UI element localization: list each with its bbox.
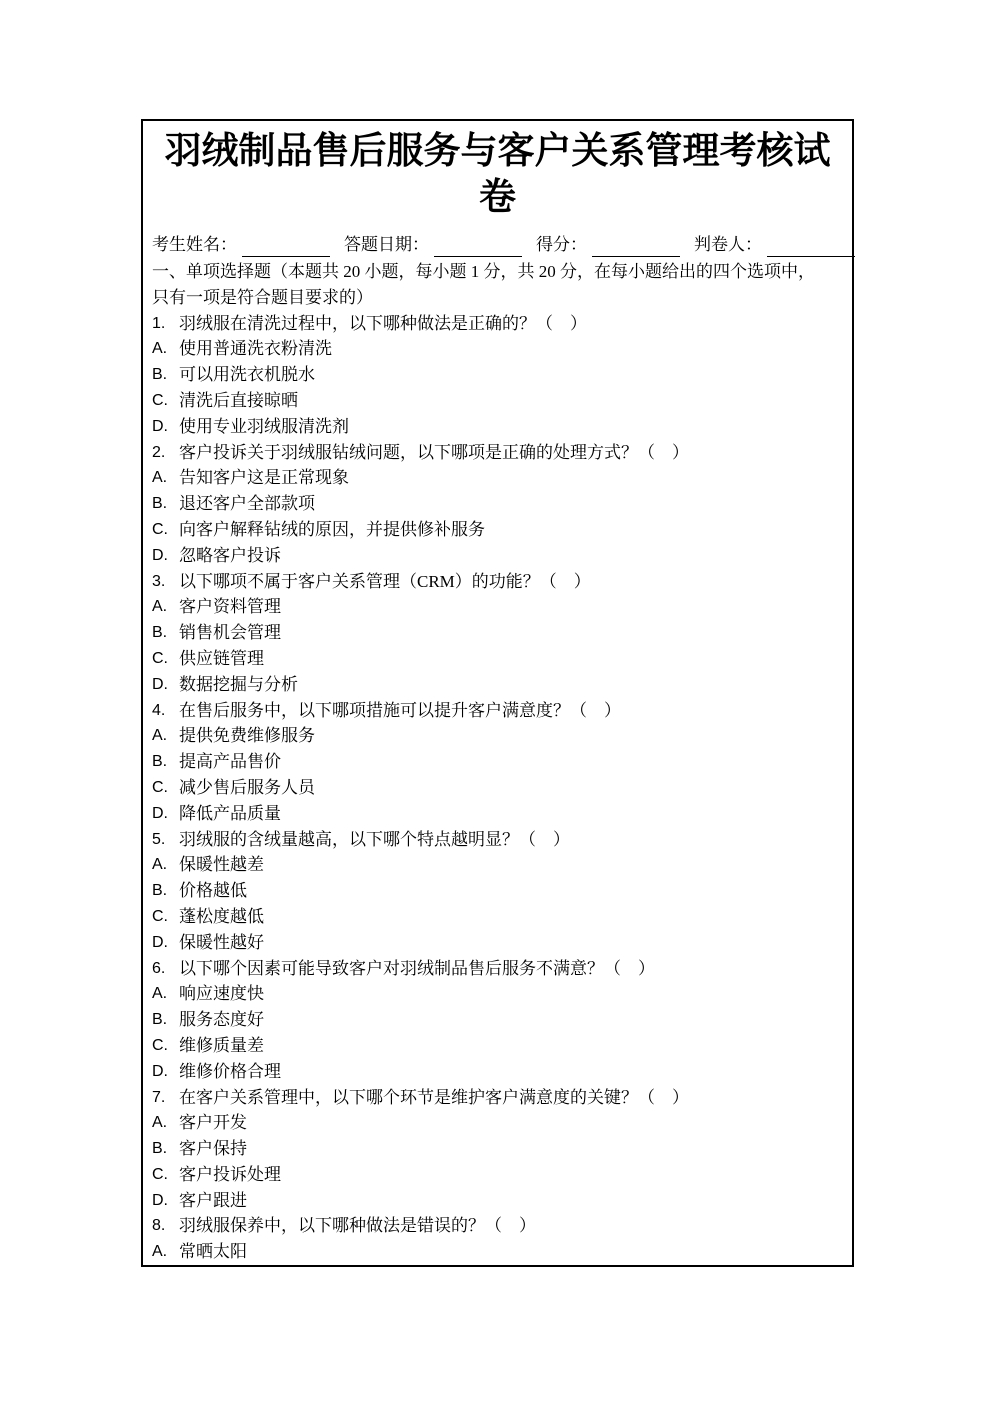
option-text: 降低产品质量 (179, 803, 281, 823)
question-line (152, 440, 843, 466)
option-text: 提供免费维修服务 (179, 726, 315, 746)
question-number: 4. (152, 701, 166, 719)
option-line (152, 775, 843, 801)
option-letter: A. (152, 340, 168, 358)
option-text: 供应链管理 (179, 648, 264, 668)
option-line (152, 878, 843, 904)
option-letter: A. (152, 856, 168, 874)
option-line (152, 723, 843, 749)
grader-field (694, 233, 855, 257)
option-text: 服务态度好 (179, 1010, 264, 1030)
option-line (152, 620, 843, 646)
option-line (152, 1110, 843, 1136)
option-line (152, 981, 843, 1007)
option-letter: A. (152, 727, 168, 745)
option-line (152, 1007, 843, 1033)
option-text: 销售机会管理 (179, 623, 281, 643)
section-instructions-line-1: 一、单项选择题（本题共 20 小题，每小题 1 分，共 20 分，在每小题给出的四个选项中， (152, 262, 815, 281)
option-line (152, 1162, 843, 1188)
option-text: 维修价格合理 (179, 1061, 281, 1081)
question-number: 5. (152, 830, 166, 848)
exam-body (152, 259, 843, 1265)
option-text: 使用专业羽绒服清洗剂 (179, 416, 349, 436)
question-text: 羽绒服保养中，以下哪种做法是错误的？（ ） (179, 1216, 536, 1236)
candidate-name-label: 考生姓名： (152, 235, 237, 254)
question-text: 羽绒服在清洗过程中，以下哪种做法是正确的？（ ） (179, 313, 587, 333)
exam-paper-frame (141, 119, 854, 1267)
option-letter: D. (152, 546, 168, 564)
option-text: 向客户解释钻绒的原因，并提供修补服务 (179, 519, 485, 539)
option-letter: A. (152, 469, 168, 487)
option-line (152, 1136, 843, 1162)
option-letter: D. (152, 675, 168, 693)
question-number: 2. (152, 443, 166, 461)
option-letter: A. (152, 1243, 168, 1261)
option-line (152, 1188, 843, 1214)
option-letter: A. (152, 985, 168, 1003)
option-letter: A. (152, 1114, 168, 1132)
option-text: 客户资料管理 (179, 597, 281, 617)
option-letter: C. (152, 649, 168, 667)
question-text: 以下哪个因素可能导致客户对羽绒制品售后服务不满意？（ ） (179, 958, 655, 978)
question-line (152, 1085, 843, 1111)
option-line (152, 930, 843, 956)
score-blank-line (592, 236, 680, 257)
answer-date-label: 答题日期： (344, 235, 429, 254)
option-line (152, 672, 843, 698)
option-line (152, 646, 843, 672)
option-line (152, 801, 843, 827)
question-text: 羽绒服的含绒量越高，以下哪个特点越明显？（ ） (179, 829, 570, 849)
option-text: 客户保持 (179, 1139, 247, 1159)
question-number: 6. (152, 959, 166, 977)
candidate-name-field (152, 233, 330, 257)
answer-date-field (344, 233, 522, 257)
question-line (152, 569, 843, 595)
option-letter: D. (152, 1062, 168, 1080)
option-letter: C. (152, 1036, 168, 1054)
question-line (152, 956, 843, 982)
option-line (152, 336, 843, 362)
option-line (152, 491, 843, 517)
option-text: 提高产品售价 (179, 752, 281, 772)
candidate-name-blank-line (242, 236, 330, 257)
option-text: 可以用洗衣机脱水 (179, 365, 315, 385)
option-letter: C. (152, 1165, 168, 1183)
candidate-info-row (152, 231, 843, 257)
option-letter: C. (152, 907, 168, 925)
question-line (152, 311, 843, 337)
grader-label: 判卷人： (694, 235, 762, 254)
exam-title: 羽绒制品售后服务与客户关系管理考核试卷 (164, 131, 831, 218)
question-text: 客户投诉关于羽绒服钻绒问题，以下哪项是正确的处理方式？（ ） (179, 442, 689, 462)
option-line (152, 362, 843, 388)
option-line (152, 388, 843, 414)
option-text: 价格越低 (179, 881, 247, 901)
option-line (152, 1059, 843, 1085)
option-letter: B. (152, 1140, 168, 1158)
option-line (152, 543, 843, 569)
option-line (152, 414, 843, 440)
option-text: 退还客户全部款项 (179, 494, 315, 514)
option-letter: B. (152, 882, 168, 900)
question-number: 8. (152, 1217, 166, 1235)
option-text: 保暖性越好 (179, 932, 264, 952)
question-line (152, 1213, 843, 1239)
option-line (152, 517, 843, 543)
option-text: 响应速度快 (179, 984, 264, 1004)
option-letter: D. (152, 1191, 168, 1209)
question-text: 在客户关系管理中，以下哪个环节是维护客户满意度的关键？（ ） (179, 1087, 689, 1107)
option-text: 告知客户这是正常现象 (179, 468, 349, 488)
question-text: 在售后服务中，以下哪项措施可以提升客户满意度？（ ） (179, 700, 621, 720)
option-text: 蓬松度越低 (179, 906, 264, 926)
question-line (152, 698, 843, 724)
option-letter: B. (152, 1011, 168, 1029)
option-text: 数据挖掘与分析 (179, 674, 298, 694)
option-text: 客户投诉处理 (179, 1164, 281, 1184)
section-instructions-line-2: 只有一项是符合题目要求的） (152, 287, 373, 307)
option-letter: A. (152, 598, 168, 616)
option-line (152, 852, 843, 878)
option-text: 客户开发 (179, 1113, 247, 1133)
question-list (152, 311, 843, 1265)
grader-blank-line (767, 236, 855, 257)
question-number: 3. (152, 572, 166, 590)
option-letter: B. (152, 753, 168, 771)
option-letter: D. (152, 933, 168, 951)
option-letter: B. (152, 624, 168, 642)
option-text: 维修质量差 (179, 1035, 264, 1055)
option-text: 忽略客户投诉 (179, 545, 281, 565)
option-letter: B. (152, 495, 168, 513)
question-line (152, 827, 843, 853)
option-line (152, 465, 843, 491)
option-text: 使用普通洗衣粉清洗 (179, 339, 332, 359)
option-letter: D. (152, 417, 168, 435)
option-text: 减少售后服务人员 (179, 777, 315, 797)
score-label: 得分： (536, 235, 587, 254)
answer-date-blank-line (434, 236, 522, 257)
option-text: 常晒太阳 (179, 1242, 247, 1262)
option-letter: C. (152, 520, 168, 538)
option-letter: C. (152, 391, 168, 409)
option-text: 保暖性越差 (179, 855, 264, 875)
question-number: 7. (152, 1088, 166, 1106)
question-text: 以下哪项不属于客户关系管理（CRM）的功能？（ ） (179, 571, 591, 591)
option-letter: B. (152, 366, 168, 384)
option-line (152, 1239, 843, 1265)
option-line (152, 1033, 843, 1059)
option-line (152, 904, 843, 930)
option-letter: D. (152, 804, 168, 822)
option-text: 清洗后直接晾晒 (179, 390, 298, 410)
option-line (152, 594, 843, 620)
option-text: 客户跟进 (179, 1190, 247, 1210)
option-letter: C. (152, 778, 168, 796)
option-line (152, 749, 843, 775)
question-number: 1. (152, 314, 166, 332)
score-field (536, 233, 680, 257)
